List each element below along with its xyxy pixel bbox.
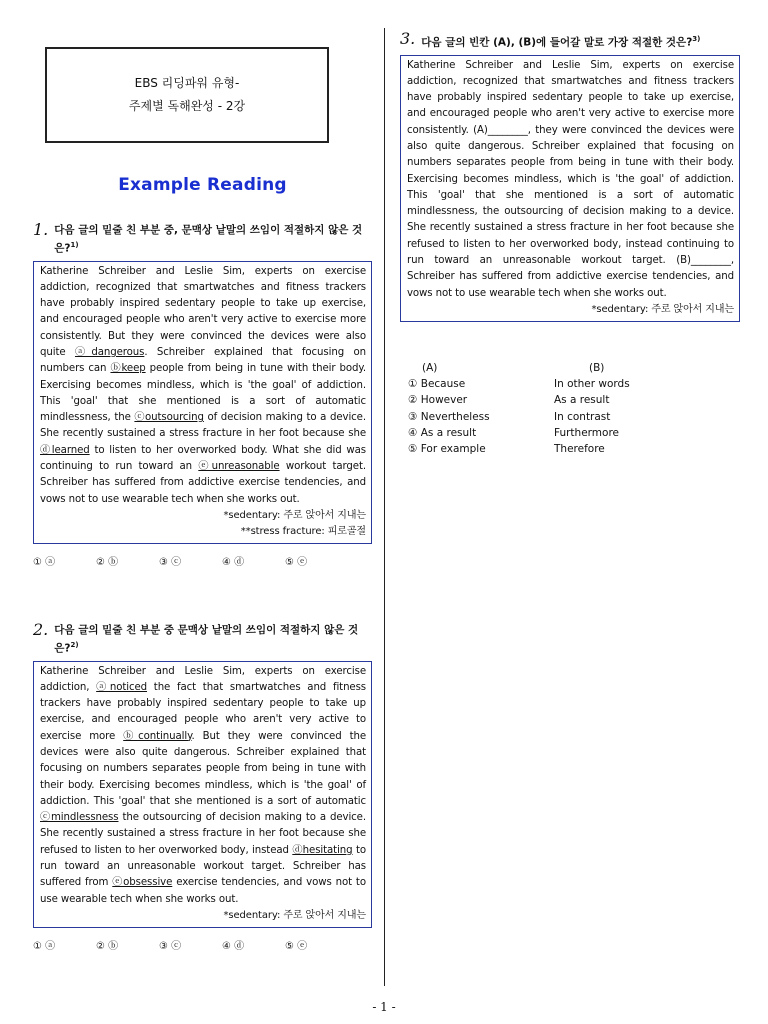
option-b: Furthermore [554, 426, 619, 439]
choice-3[interactable]: ③ ⓒ [159, 556, 182, 568]
underlined-word-d: ⓓhesitating [292, 844, 353, 856]
vocab-note: *sedentary: 주로 앉아서 지내는 [591, 303, 734, 315]
underlined-word-e: ⓔobsessive [112, 877, 173, 889]
question-prompt: 다음 글의 밑줄 친 부분 중 문맥상 낱말의 쓰임이 적절하지 않은 것은?$^{2)}$ [54, 624, 359, 655]
lesson-title-line1: EBS 리딩파워 유형- [134, 75, 240, 90]
option-b: Therefore [554, 443, 605, 456]
question-3 [400, 31, 740, 322]
option-b: In other words [554, 378, 630, 391]
page-number: - 1 - [372, 1000, 396, 1014]
choice-4[interactable]: ④ ⓓ [222, 940, 245, 952]
question-number: 1. [33, 220, 49, 239]
section-title: Example Reading [118, 175, 287, 195]
choice-1[interactable]: ① ⓐ [33, 556, 56, 568]
choice-1[interactable]: ① ⓐ [33, 940, 56, 952]
passage: Katherine Schreiber and Leslie Sim, experts on exercise addiction, ⓐnoticed the fact that smartwatches and fitness trackers have probably inspired sedentary people to take up exercise, and encouraged people who aren't very active to exercise more ⓑcontinually. But they were convinced the devices were also quite dangerous. Schreiber explained that focusing on numbers separates people from being in tune with their body. Exercising becomes mindless, which is 'the goal' of addiction. This 'goal' that she mentioned is a sort of automatic ⓒmindlessness the outsourcing of decision making to a device. She recently sustained a stress fracture in her foot because she refused to listen to her overworked body, instead ⓓhesitating to run toward an unreasonable workout target. Schreiber has suffered from ⓔobsessive exercise tendencies, and vows not to use wearable tech when she works out. *sedentary: 주로 앉아서 지내는 [33, 661, 372, 928]
choice-3[interactable]: ③ ⓒ [159, 940, 182, 952]
footnote-mark: 2) [70, 641, 79, 649]
option-row-1[interactable] [408, 376, 630, 392]
option-a: ② However [408, 394, 468, 407]
underlined-word-c: ⓒmindlessness [40, 812, 119, 824]
option-b: As a result [554, 394, 610, 407]
question-1 [33, 222, 372, 570]
question-2 [33, 622, 372, 954]
lesson-title-line2: 주제별 독해완성 - 2강 [128, 99, 246, 113]
footnote-mark: 3) [692, 35, 701, 43]
underlined-word-a: ⓐdangerous [74, 346, 145, 358]
option-b: In contrast [554, 410, 611, 423]
answer-choices [33, 940, 372, 954]
underlined-word-b: ⓑkeep [110, 363, 146, 375]
choice-2[interactable]: ② ⓑ [96, 940, 119, 952]
column-b-label: (B) [589, 362, 605, 374]
question-prompt: 다음 글의 밑줄 친 부분 중, 문맥상 낱말의 쓰임이 적절하지 않은 것은?$^{1)}$ [54, 224, 363, 255]
answer-options-table [408, 360, 630, 457]
vocab-note: *sedentary: 주로 앉아서 지내는 [223, 909, 366, 921]
choice-2[interactable]: ② ⓑ [96, 556, 119, 568]
passage: Katherine Schreiber and Leslie Sim, experts on exercise addiction, recognized that smartwatches and fitness trackers have probably inspired sedentary people to take up exercise, and encouraged people who aren't very active to exercise more consistently. But they were convinced the devices were also quite ⓐdangerous. Schreiber explained that focusing on numbers can ⓑkeep people from being in tune with their body. Exercising becomes mindless, which is 'the goal' of addiction. This 'goal' that she mentioned is a sort of automatic mindlessness, the ⓒoutsourcing of decision making to a device. She recently sustained a stress fracture in her foot because she ⓓlearned to listen to her overworked body. What she did was continuing to run toward an ⓔunreasonable workout target. Schreiber has suffered from addictive exercise tendencies, and vows not to use wearable tech when she works out. *sedentary: 주로 앉아서 지내는 **stress fracture: 피로골절 [33, 261, 372, 544]
footnote-mark: 1) [70, 241, 79, 249]
column-divider [384, 28, 385, 986]
underlined-word-d: ⓓlearned [40, 444, 90, 456]
vocab-note: **stress fracture: 피로골절 [240, 525, 366, 537]
underlined-word-b: ⓑcontinually [123, 730, 192, 742]
underlined-word-c: ⓒoutsourcing [134, 412, 204, 424]
option-row-5[interactable] [408, 441, 630, 457]
underlined-word-a: ⓐnoticed [96, 681, 148, 693]
vocab-note: *sedentary: 주로 앉아서 지내는 [223, 509, 366, 521]
option-a: ⑤ For example [408, 443, 486, 456]
question-number: 3. [400, 29, 416, 48]
option-a: ③ Nevertheless [408, 410, 490, 423]
option-row-4[interactable] [408, 425, 630, 441]
underlined-word-e: ⓔunreasonable [198, 461, 280, 473]
option-a: ① Because [408, 378, 466, 391]
options-header [408, 360, 630, 376]
answer-choices [33, 556, 372, 570]
option-row-2[interactable] [408, 392, 630, 408]
choice-5[interactable]: ⑤ ⓔ [285, 940, 308, 952]
passage: Katherine Schreiber and Leslie Sim, experts on exercise addiction, recognized that smartwatches and fitness trackers have probably inspired sedentary people to take up exercise, and encouraged people who aren't very active to exercise more consistently. (A)________, they were convinced the devices were also quite dangerous. Schreiber explained that focusing on numbers separates people from being in tune with their body. Exercising becomes mindless, which is 'the goal' of addiction. This 'goal' that she mentioned is a sort of automatic mindlessness, the outsourcing of decision making to a device. She recently sustained a stress fracture in her foot because she refused to listen to her overworked body, instead continuing to run toward an unreasonable workout target. (B)________, Schreiber has suffered from addictive exercise tendencies, and vows not to use wearable tech when she works out. *sedentary: 주로 앉아서 지내는 [400, 55, 740, 322]
question-number: 2. [33, 620, 49, 639]
option-a: ④ As a result [408, 426, 477, 439]
question-prompt: 다음 글의 빈칸 (A), (B)에 들어갈 말로 가장 적절한 것은?$^{3)}$ [421, 35, 701, 49]
column-a-label: (A) [422, 362, 438, 374]
option-row-3[interactable] [408, 409, 630, 425]
choice-4[interactable]: ④ ⓓ [222, 556, 245, 568]
lesson-title-box [45, 47, 329, 143]
choice-5[interactable]: ⑤ ⓔ [285, 556, 308, 568]
